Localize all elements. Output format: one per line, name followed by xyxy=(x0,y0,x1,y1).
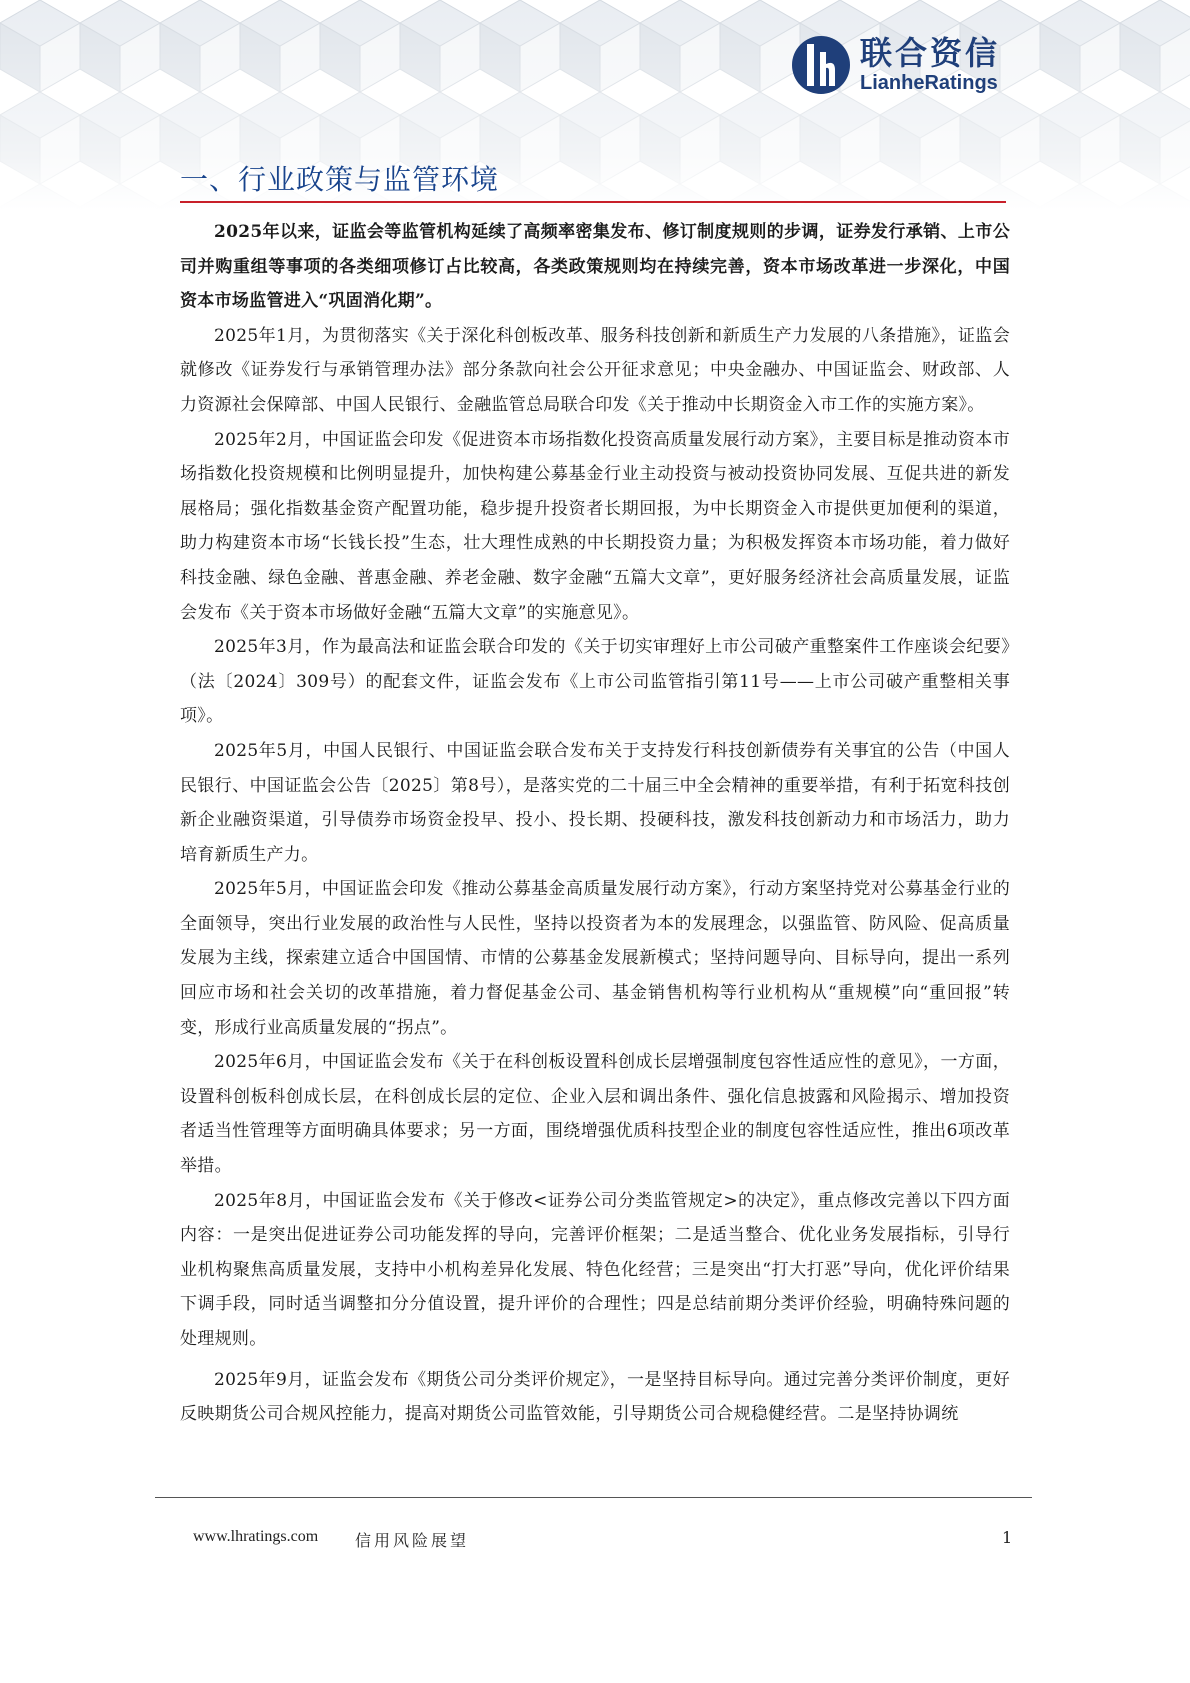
paragraph-may-bonds: 2025年5月，中国人民银行、中国证监会联合发布关于支持发行科技创新债券有关事宜的公告（中国人民银行、中国证监会公告〔2025〕第8号），是落实党的二十届三中全会精神的重要举措，有利于拓宽科技创新企业融资渠道，引导债券市场资金投早、投小、投长期、投硬科技，激发科技创新动力和市场活力，助力培育新质生产力。 xyxy=(180,740,1010,865)
footer-report-label: 信用风险展望 xyxy=(355,1531,470,1550)
logo-english-name: LianheRatings xyxy=(860,72,998,94)
paragraph-jan: 2025年1月，为贯彻落实《关于深化科创板改革、服务科技创新和新质生产力发展的八条措施》，证监会就修改《证券发行与承销管理办法》部分条款向社会公开征求意见；中央金融办、中国证监会、财政部、人力资源社会保障部、中国人民银行、金融监管总局联合印发《关于推动中长期资金入市工作的实施方案》。 xyxy=(180,325,1010,415)
paragraph-feb: 2025年2月，中国证监会印发《促进资本市场指数化投资高质量发展行动方案》，主要目标是推动资本市场指数化投资规模和比例明显提升，加快构建公募基金行业主动投资与被动投资协同发展、互促共进的新发展格局；强化指数基金资产配置功能，稳步提升投资者长期回报，为中长期资金入市提供更加便利的渠道，助力构建资本市场“长钱长投”生态，壮大理性成熟的中长期投资力量；为积极发挥资本市场功能，着力做好科技金融、绿色金融、普惠金融、养老金融、数字金融“五篇大文章”，更好服务经济社会高质量发展，证监会发布《关于资本市场做好金融“五篇大文章”的实施意见》。 xyxy=(180,429,1010,623)
paragraph-may-funds: 2025年5月，中国证监会印发《推动公募基金高质量发展行动方案》，行动方案坚持党对公募基金行业的全面领导，突出行业发展的政治性与人民性，坚持以投资者为本的发展理念，以强监管、防风险、促高质量发展为主线，探索建立适合中国国情、市情的公募基金发展新模式；坚持问题导向、目标导向，提出一系列回应市场和社会关切的改革措施，着力督促基金公司、基金销售机构等行业机构从“重规模”向“重回报”转变，形成行业高质量发展的“拐点”。 xyxy=(180,879,1010,1038)
lead-paragraph: 2025年以来，证监会等监管机构延续了高频率密集发布、修订制度规则的步调，证券发行承销、上市公司并购重组等事项的各类细项修订占比较高，各类政策规则均在持续完善，资本市场改革进一步深化，中国资本市场监管进入“巩固消化期”。 xyxy=(180,222,1010,312)
footer-divider xyxy=(155,1497,1032,1498)
paragraph-sep: 2025年9月，证监会发布《期货公司分类评价规定》，一是坚持目标导向。通过完善分类评价制度，更好反映期货公司合规风控能力，提高对期货公司监管效能，引导期货公司合规稳健经营。二是坚持协调统 xyxy=(180,1369,1010,1425)
paragraph-aug: 2025年8月，中国证监会发布《关于修改<证券公司分类监管规定>的决定》，重点修改完善以下四方面内容：一是突出促进证券公司功能发挥的导向，完善评价框架；二是适当整合、优化业务发展指标，引导行业机构聚焦高质量发展，支持中小机构差异化发展、特色化经营；三是突出“打大打恶”导向，优化评价结果下调手段，同时适当调整扣分分值设置，提升评价的合理性；四是总结前期分类评价经验，明确特殊问题的处理规则。 xyxy=(180,1190,1010,1349)
logo-chinese-name: 联合资信 xyxy=(860,34,1001,72)
title-underline xyxy=(180,201,1006,203)
page-number: 1 xyxy=(1002,1528,1013,1547)
paragraph-jun: 2025年6月，中国证监会发布《关于在科创板设置科创成长层增强制度包容性适应性的意见》，一方面，设置科创板科创成长层，在科创成长层的定位、企业入层和调出条件、强化信息披露和风险揭示、增加投资者适当性管理等方面明确具体要求；另一方面，围绕增强优质科技型企业的制度包容性适应性，推出6项改革举措。 xyxy=(180,1052,1010,1177)
section-title: 一、行业政策与监管环境 xyxy=(180,163,500,196)
paragraph-mar: 2025年3月，作为最高法和证监会联合印发的《关于切实审理好上市公司破产重整案件工作座谈会纪要》（法〔2024〕309号）的配套文件，证监会发布《上市公司监管指引第11号——上市公司破产重整相关事项》。 xyxy=(180,637,1010,727)
body-text xyxy=(180,215,1010,1432)
footer-website-link[interactable]: www.lhratings.com xyxy=(193,1528,319,1545)
lianhe-ratings-logo xyxy=(790,30,1020,100)
lianhe-logo-icon xyxy=(790,34,852,96)
